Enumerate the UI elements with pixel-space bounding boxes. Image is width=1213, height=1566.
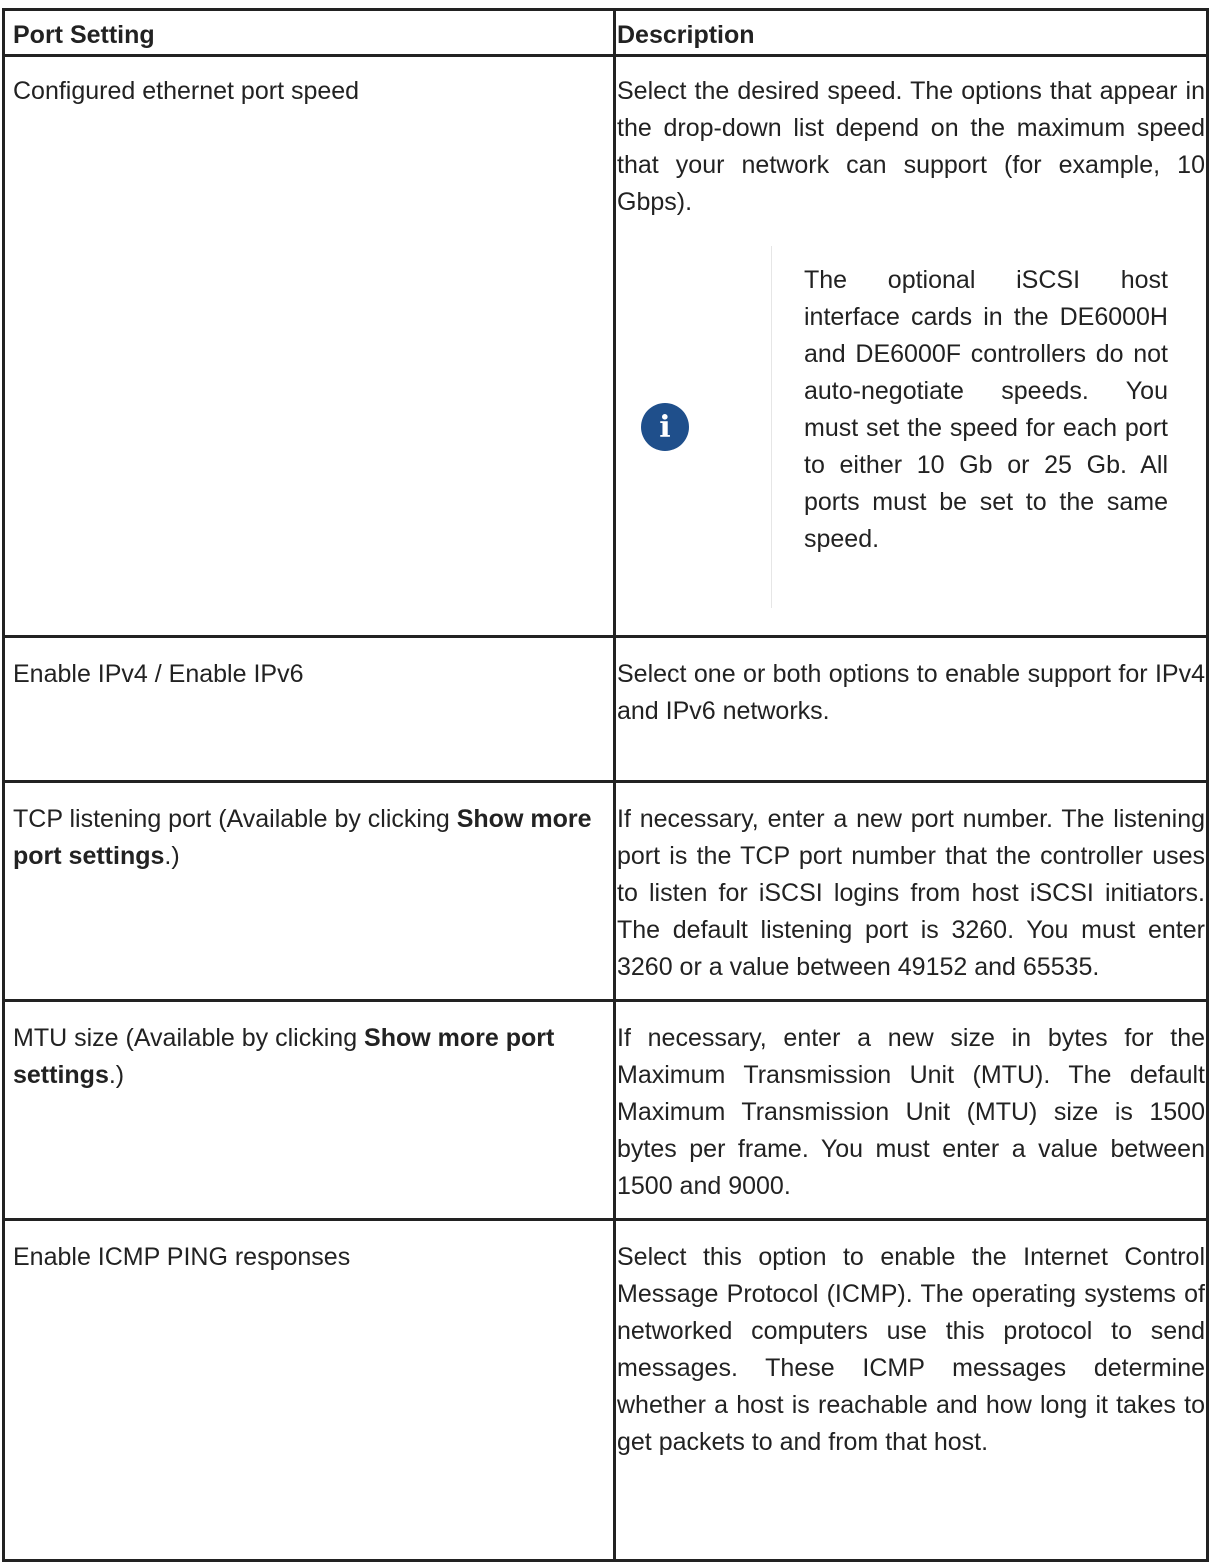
setting-mtu-bold: Show more port settings xyxy=(13,1024,555,1089)
header-description: Description xyxy=(617,21,755,49)
row-divider xyxy=(5,780,1206,783)
info-icon: i xyxy=(641,403,689,451)
setting-mtu-size xyxy=(13,1020,605,1094)
description-icmp-ping: Select this option to enable the Internet Control Message Protocol (ICMP). The operating systems of networked computers use this protocol to send messages. These ICMP messages determine whether a host is reachable and how long it takes to get packets to and from that host. xyxy=(617,1243,1205,1456)
setting-icmp-ping: Enable ICMP PING responses xyxy=(13,1243,351,1271)
row-divider xyxy=(5,1218,1206,1221)
row-divider xyxy=(5,999,1206,1002)
setting-tcp-prefix: TCP listening port (Available by clicking xyxy=(13,805,457,833)
setting-tcp-bold: Show more port settings xyxy=(13,805,592,870)
header-port-setting: Port Setting xyxy=(13,21,155,49)
row-divider xyxy=(5,635,1206,638)
note-text: The optional iSCSI host interface cards in the DE6000H and DE6000F controllers do not auto-negotiate speeds. You must set the speed for each port to either 10 Gb or 25 Gb. All ports must be set to the same speed. xyxy=(804,266,1168,553)
port-settings-table xyxy=(2,8,1209,1562)
description-port-speed: Select the desired speed. The options that appear in the drop-down list depend on the maximum speed that your network can support (for example, 10 Gbps). xyxy=(617,77,1205,216)
description-enable-ip: Select one or both options to enable support for IPv4 and IPv6 networks. xyxy=(617,660,1205,725)
row-divider xyxy=(5,54,1206,57)
setting-mtu-suffix: .) xyxy=(108,1061,125,1089)
setting-tcp-listening-port xyxy=(13,801,605,875)
setting-port-speed: Configured ethernet port speed xyxy=(13,77,360,105)
description-mtu-size: If necessary, enter a new size in bytes for the Maximum Transmission Unit (MTU). The default Maximum Transmission Unit (MTU) size is 1500 bytes per frame. You must enter a value between 1500 and 9000. xyxy=(617,1024,1205,1200)
setting-tcp-suffix: .) xyxy=(164,842,180,870)
setting-enable-ip: Enable IPv4 / Enable IPv6 xyxy=(13,660,304,688)
description-tcp-listening-port: If necessary, enter a new port number. The listening port is the TCP port number that the controller uses to listen for iSCSI logins from host iSCSI initiators. The default listening port is 3260. You must enter 3260 or a value between 49152 and 65535. xyxy=(617,805,1205,981)
note-divider xyxy=(771,246,772,608)
setting-mtu-prefix: MTU size (Available by clicking xyxy=(13,1024,365,1052)
column-divider xyxy=(613,11,616,1559)
